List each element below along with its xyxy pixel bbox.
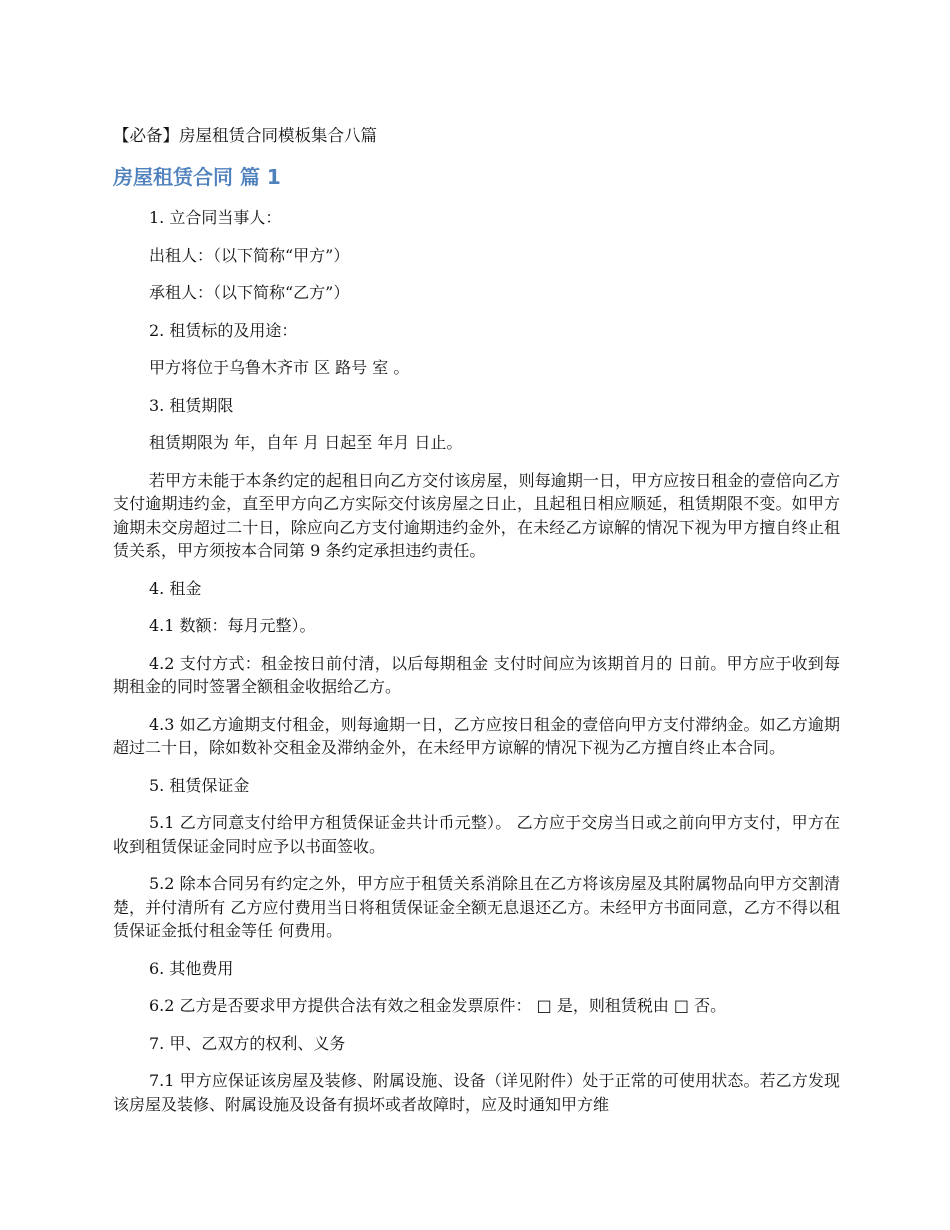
paragraph-1: 1. 立合同当事人： (149, 208, 282, 227)
paragraph-18: 7. 甲、乙双方的权利、义务 (149, 1033, 346, 1053)
paragraph-6: 3. 租赁期限 (149, 395, 234, 415)
paragraph-19: 7.1 甲方应保证该房屋及装修、附属设施、设备（详见附件）处于正常的可使用状态。若乙方发现该房屋及装修、附属设施及设备有损坏或者故障时，应及时通知甲方维 (113, 1071, 840, 1114)
paragraph-10: 4.1 数额：每月元整）。 (149, 616, 316, 635)
paragraph-16: 6. 其他费用 (149, 958, 234, 978)
paragraph-7: 租赁期限为 年，自年 月 日起至 年月 日止。 (149, 433, 463, 452)
paragraph-8: 若甲方未能于本条约定的起租日向乙方交付该房屋，则每逾期一日，甲方应按日租金的壹倍向乙方支付逾期违约金，直至甲方向乙方实际交付该房屋之日止，且起租日相应顺延，租赁期限不变。如甲方逾期未交房超过二十日，除应向乙方支付逾期违约金外，在未经乙方谅解的情况下视为甲方擅自终止租赁关系，甲方须按本合同第 9 条约定承担违约责任。 (113, 470, 840, 560)
section-heading: 房屋租赁合同 篇 1 (113, 165, 281, 189)
paragraph-4: 2. 租赁标的及用途： (149, 320, 298, 340)
paragraph-13: 5. 租赁保证金 (149, 775, 250, 795)
paragraph-9: 4. 租金 (149, 578, 202, 598)
paragraph-3: 承租人：（以下简称“乙方”） (149, 283, 350, 302)
document-body (113, 206, 840, 1130)
document-title: 【必备】房屋租赁合同模板集合八篇 (113, 126, 377, 145)
paragraph-2: 出租人：（以下简称“甲方”） (149, 245, 350, 265)
paragraph-14: 5.1 乙方同意支付给甲方租赁保证金共计币元整）。 乙方应于交房当日或之前向甲方支付，甲方在收到租赁保证金同时应予以书面签收。 (113, 813, 840, 856)
paragraph-11: 4.2 支付方式：租金按日前付清，以后每期租金 支付时间应为该期首月的 日前。甲方应于收到每期租金的同时签署全额租金收据给乙方。 (113, 653, 840, 696)
paragraph-17: 6.2 乙方是否要求甲方提供合法有效之租金发票原件： □ 是，则租赁税由 □ 否。 (149, 996, 727, 1015)
paragraph-15: 5.2 除本合同另有约定之外，甲方应于租赁关系消除且在乙方将该房屋及其附属物品向甲方交割清楚，并付清所有 乙方应付费用当日将租赁保证金全额无息退还乙方。未经甲方书面同意，乙方不得以租赁保证金抵付租金等任 何费用。 (113, 874, 840, 940)
paragraph-12: 4.3 如乙方逾期支付租金，则每逾期一日，乙方应按日租金的壹倍向甲方支付滞纳金。如乙方逾期超过二十日，除如数补交租金及滞纳金外，在未经甲方谅解的情况下视为乙方擅自终止本合同。 (113, 714, 840, 757)
paragraph-5: 甲方将位于乌鲁木齐市 区 路号 室 。 (149, 358, 410, 377)
